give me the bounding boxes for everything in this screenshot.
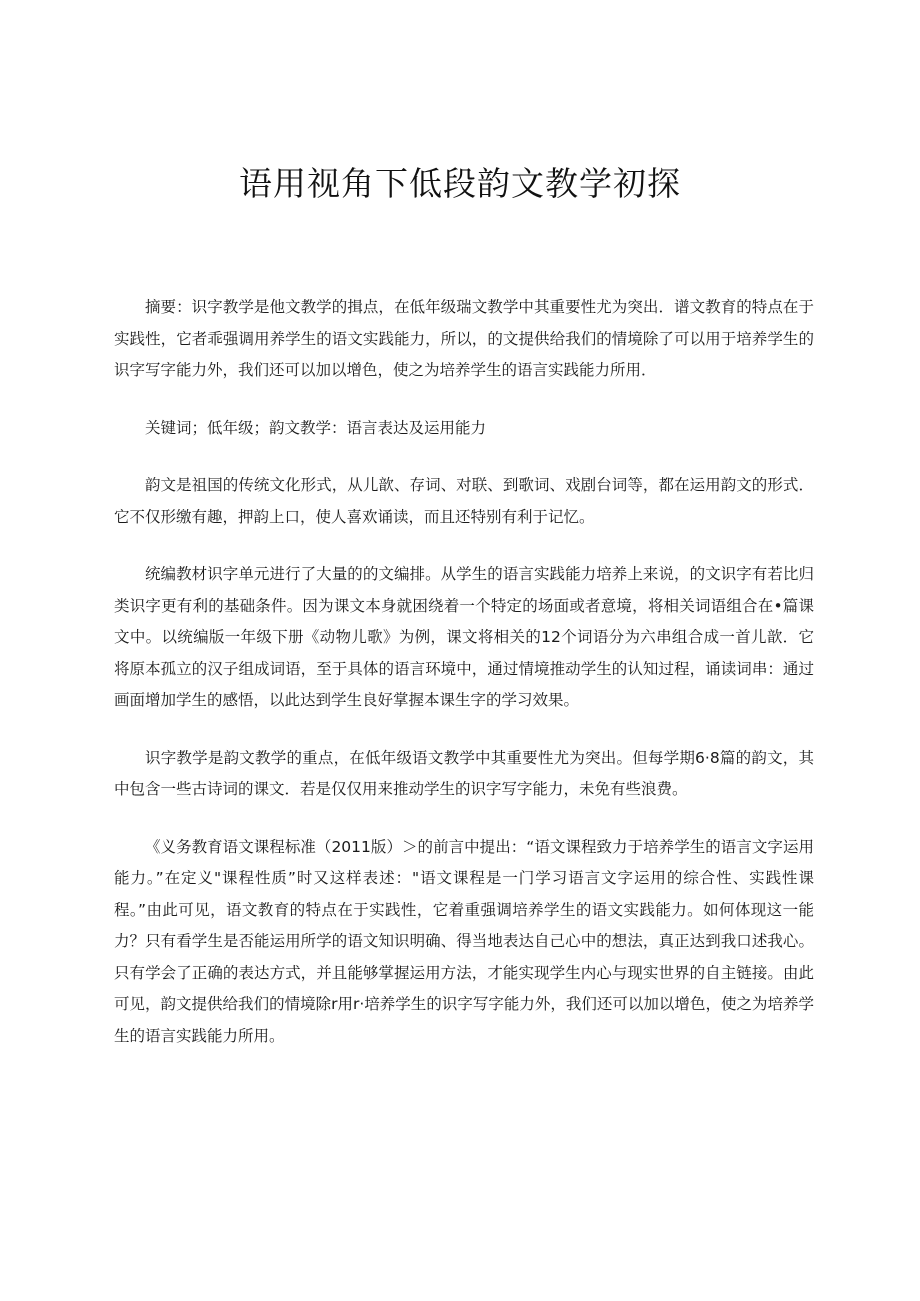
- body-paragraph: 统编教材识字单元进行了大量的的文编排。从学生的语言实践能力培养上来说，的文识字有若比归类识字更有利的基础条件。因为课文本身就困绕着一个特定的场面或者意境，将相关词语组合在•篇课文中。以统编版一年级下册《动物儿歌》为例，课文将相关的12个词语分为六串组合成一首儿歆．它将原本孤立的汉子组成词语，至于具体的语言环境中，通过情境推动学生的认知过程，诵读词串：通过画面增加学生的感悟，以此达到学生良好掌握本课生字的学习效果。: [114, 565, 814, 709]
- body-paragraph: 识字教学是韵文教学的重点，在低年级语文教学中其重要性尤为突出。但每学期6·8篇的韵文，其中包含一些古诗词的课文．若是仅仅用来推动学生的识字写字能力，未免有些浪费。: [114, 748, 814, 798]
- keywords-paragraph: 关键词；低年级；韵文教学：语言表达及运用能力: [145, 418, 487, 437]
- document-body: [114, 292, 814, 1078]
- abstract-paragraph: 摘要：识字教学是他文教学的揖点，在低年级瑞文教学中其重要性尤为突出．谱文教育的特点在于实践性，它者乖强调用养学生的语文实践能力，所以，的文提供给我们的情境除了可以用于培养学生的识字写字能力外，我们还可以加以增色，使之为培养学生的语言实践能力所用．: [114, 298, 814, 379]
- document-title: 语用视角下低段韵文教学初探: [239, 164, 681, 203]
- body-paragraph: 《义务教育语文课程标准（2011版）＞的前言中提出：“语文课程致力于培养学生的语言文字运用能力。”在定义"课程性质”时又这样表述："语文课程是一门学习语言文字运用的综合性、实践性课程。”由此可见，语文教育的特点在于实践性，它着重强调培养学生的语文实践能力。如何体现这一能力？只有看学生是否能运用所学的语文知识明确、得当地表达自己心中的想法，真正达到我口述我心。只有学会了正确的表达方式，并且能够掌握运用方法，才能实现学生内心与现实世界的自主链接。由此可见，韵文提供给我们的情境除r用r·培养学生的识字写字能力外，我们还可以加以增色，使之为培养学生的语言实践能力所用。: [114, 837, 814, 1045]
- body-paragraph: 韵文是祖国的传统文化形式，从儿歆、存词、对联、到歌词、戏剧台词等，都在运用韵文的形式．它不仅形缴有趣，押韵上口，使人喜欢诵读，而且还特别有利于记忆。: [114, 476, 814, 526]
